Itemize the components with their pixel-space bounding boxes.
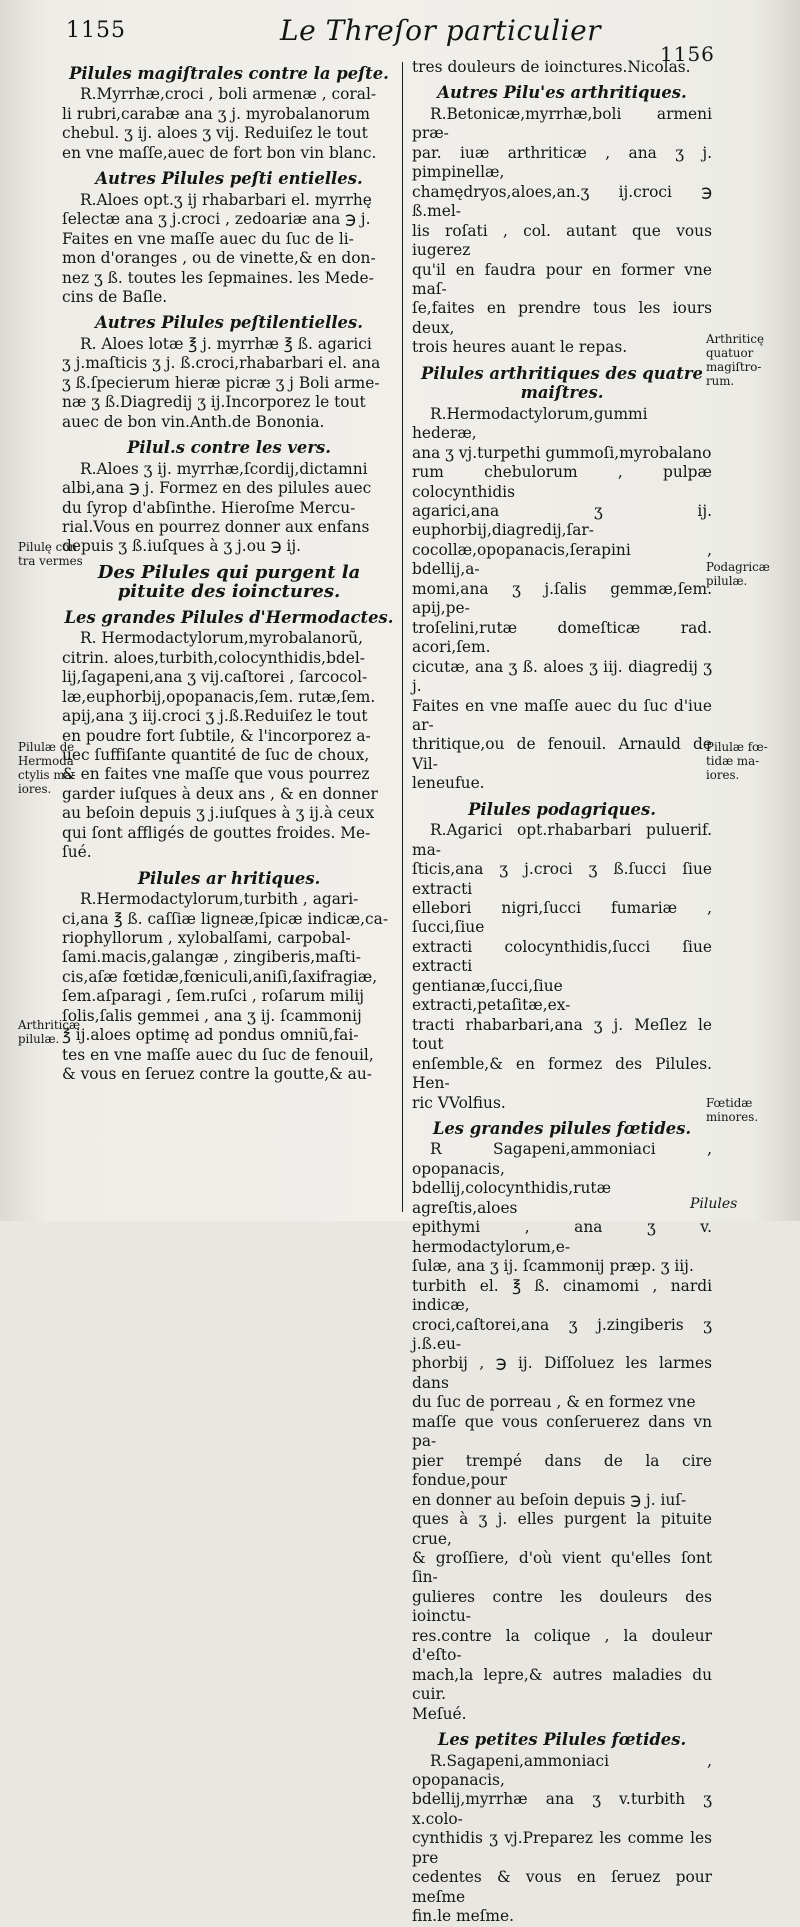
text-line: phorbij , ℈ ij. Diſſoluez les larmes dans (412, 1354, 712, 1392)
text-line: li rubri,carabæ ana ʒ j. myrobalanorum (62, 104, 370, 123)
text-line: ʒ j.maſticis ʒ j. ß.croci,rhabarbari el. ana (62, 354, 381, 373)
text-line: ℥ ij.aloes optimę ad pondus omniũ,fai- (62, 1026, 359, 1045)
text-line: ellebori nigri,ſucci fumariæ , ſucci,ſiue (412, 899, 712, 937)
section-heading: Des Pilules qui purgent la pituite des ioinctures. (97, 561, 361, 603)
text-line: ſticis,ana ʒ j.croci ʒ ß.ſucci ſiue extracti (412, 860, 712, 898)
right-column (412, 58, 712, 1927)
text-line: & groſſiere, d'où vient qu'elles ſont ſin- (412, 1548, 712, 1587)
text-line: R.Aloes ʒ ij. myrrhæ,ſcordij,dictamni (80, 459, 368, 478)
text-line: tes en vne maſſe auec du ſuc de fenouil, (62, 1045, 374, 1064)
text-line: & vous en ſeruez contre la goutte,& au- (62, 1065, 372, 1084)
text-line: au beſoin depuis ʒ j.iuſques à ʒ ij.à ceux (62, 804, 375, 823)
text-line: Faites en vne maſſe auec du ſuc d'iue ar- (412, 696, 712, 734)
text-line: Meſué. (412, 1704, 467, 1723)
text-line: nez ʒ ß. toutes les ſepmaines. les Mede- (62, 268, 374, 287)
recipe-paragraph (62, 191, 396, 308)
text-line: R. Aloes lotæ ℥ j. myrrhæ ℥ ß. agarici (80, 334, 372, 353)
text-line: bdellij,myrrhæ ana ʒ v.turbith ʒ x.colo- (412, 1790, 712, 1828)
section-heading: Les grandes pilules fœtides. (432, 1119, 692, 1139)
text-line: en poudre fort ſubtile, & l'incorporez a- (62, 726, 371, 745)
text-line: trois heures auant le repas. (412, 338, 628, 357)
section-heading: Les petites Pilules fœtides. (437, 1730, 687, 1750)
text-line: leneufue. (412, 774, 485, 793)
text-line: citrin. aloes,turbith,colocynthidis,bdel- (62, 648, 366, 667)
section-heading: Pilules arthritiques des quatre maiſtres. (421, 363, 703, 403)
text-line: maſſe que vous conſeruerez dans vn pa- (412, 1412, 712, 1451)
section-heading: Pilules magiſtrales contre la peſte. (69, 64, 389, 83)
text-line: læ,euphorbij,opopanacis,ſem. rutæ,ſem. (62, 687, 376, 706)
running-title: Le Threſor particulier (280, 14, 602, 47)
text-line: ſe,faites en prendre tous les iours deux, (412, 299, 712, 337)
margin-note-right-2: Podagricæ pilulæ. (706, 560, 770, 588)
text-line: enſemble,& en formez des Pilules. Hen- (412, 1054, 712, 1093)
text-line: cis,aſæ fœtidæ,fœniculi,aniſi,ſaxifragiæ, (62, 967, 378, 986)
recipe-paragraph (62, 460, 396, 557)
recipe-paragraph (412, 105, 712, 358)
text-line: tracti rhabarbari,ana ʒ j. Meſlez le tout (412, 1015, 712, 1054)
recipe-paragraph (412, 1140, 712, 1724)
recipe-paragraph (62, 85, 396, 163)
text-line: bdellij,colocynthidis,rutæ agreſtis,aloes (412, 1179, 612, 1217)
margin-note-left-1: Pilulę con tra vermes (18, 540, 83, 568)
section-heading: Autres Pilules peſtilentielles. (95, 313, 363, 333)
text-line: ʒ ß.ſpecierum hieræ picræ ʒ j Boli arme- (62, 373, 380, 392)
text-line: næ ʒ ß.Diagredij ʒ ij.Incorporez le tout (62, 393, 366, 412)
text-line: lij,ſagapeni,ana ʒ vij.caſtorei , ſarcocol- (62, 668, 368, 687)
text-line: R Sagapeni,ammoniaci , opopanacis, (412, 1140, 712, 1178)
text-line: croci,caſtorei,ana ʒ j.zingiberis ʒ j.ß.eu- (412, 1315, 712, 1353)
text-line: ſulæ, ana ʒ ij. ſcammonij præp. ʒ iij. (412, 1257, 694, 1276)
section-heading: Autres Pilules peſti entielles. (95, 169, 363, 189)
text-line: auec de bon vin.Anth.de Bononia. (62, 412, 325, 431)
text-line: lis roſati , col. autant que vous iugerez (412, 221, 712, 260)
text-line: apij,ana ʒ iij.croci ʒ j.ß.Reduiſez le tout (62, 707, 368, 726)
text-line: uec ſuffiſante quantité de ſuc de choux, (62, 745, 370, 764)
text-line: extracti colocynthidis,ſucci ſiue extracti (412, 937, 712, 976)
text-line: riophyllorum , xylobalſami, carpobal- (62, 929, 351, 948)
text-line: R.Hermodactylorum,gummi hederæ, (412, 404, 648, 443)
recipe-paragraph (62, 629, 396, 862)
text-line: cynthidis ʒ vj.Preparez les comme les pre (412, 1829, 712, 1867)
text-line: mach,la lepre,& autres maladies du cuir. (412, 1665, 712, 1704)
text-line: ana ʒ vj.turpethi gummoſi,myrobalano (412, 443, 712, 462)
text-line: R.Myrrhæ,croci , boli armenæ , coral- (80, 85, 377, 104)
text-line: R. Hermodactylorum,myrobalanorũ, (80, 629, 363, 648)
left-column (62, 58, 396, 1085)
margin-note-right-3: Pilulæ fœ- tidæ ma- iores. (706, 740, 768, 782)
text-line: ques à ʒ j. elles purgent la pituite crue, (412, 1510, 712, 1548)
text-line: qui ſont affligés de gouttes froides. Me- (62, 823, 371, 842)
section-heading: Autres Pilu'es arthritiques. (437, 83, 687, 103)
section-heading: Pilules podagriques. (468, 799, 656, 819)
text-line: & en faites vne maſſe que vous pourrez (62, 765, 370, 784)
text-line: garder iuſques à deux ans , & en donner (62, 784, 378, 803)
text-line: pier trempé dans de la cire fondue,pour (412, 1451, 712, 1490)
text-line: epithymi , ana ʒ v. hermodactylorum,e- (412, 1218, 712, 1256)
text-line: cedentes & vous en ſeruez pour meſme (412, 1868, 712, 1906)
column-divider (402, 62, 403, 1212)
recipe-paragraph (412, 405, 712, 794)
text-line: agarici,ana ʒ ij. euphorbij,diagredij,ſar- (412, 501, 712, 540)
text-line: thritique,ou de fenouil. Arnauld de Vil- (412, 735, 712, 773)
section-heading: Pilules ar hritiques. (137, 868, 321, 888)
text-line: mon d'oranges , ou de vinette,& en don- (62, 249, 376, 268)
text-line: R.Agarici opt.rhabarbari puluerif. ma- (412, 821, 712, 859)
text-line: rum chebulorum , pulpæ colocynthidis (412, 463, 712, 501)
section-heading: Les grandes Pilules d'Hermodactes. (64, 607, 394, 627)
text-line: tres douleurs de ioinctures.Nicolas. (412, 58, 691, 76)
text-line: fin.le meſme. (412, 1907, 514, 1926)
text-line: Faites en vne maſſe auec du ſuc de li- (62, 229, 354, 248)
recipe-paragraph (412, 58, 712, 77)
text-line: chamędryos,aloes,an.ʒ ij.croci ℈ ß.mel- (412, 182, 712, 221)
text-line: ſem.aſparagi , ſem.ruſci , roſarum milij (62, 987, 365, 1006)
text-line: cicutæ, ana ʒ ß. aloes ʒ iij. diagredij ʒ j. (412, 657, 712, 696)
margin-note-right-1: Arthriticę quatuor magiſtro- rum. (706, 332, 765, 388)
text-line: gentianæ,ſucci,ſiue extracti,petaſitæ,ex- (412, 976, 571, 1015)
recipe-paragraph (412, 821, 712, 1113)
text-line: chebul. ʒ ij. aloes ʒ vij. Reduiſez le tout (62, 124, 368, 143)
text-line: R.Aloes opt.ʒ ij rhabarbari el. myrrhę (80, 190, 372, 209)
page-number-left: 1155 (66, 18, 126, 43)
text-line: cocollæ,opopanacis,ſerapini , bdellij,a- (412, 540, 712, 579)
text-line: gulieres contre les douleurs des ioinctu- (412, 1587, 712, 1626)
catchword: Pilules (690, 1196, 738, 1212)
text-line: cins de Baſle. (62, 287, 168, 306)
text-line: R.Betonicæ,myrrhæ,boli armeni præ- (412, 104, 712, 143)
text-line: ci,ana ℥ ß. caſſiæ ligneæ,ſpicæ indicæ,ca- (62, 909, 389, 928)
text-line: turbith el. ℥ ß. cinamomi , nardi indicæ, (412, 1276, 712, 1315)
text-line: en vne maſſe,auec de fort bon vin blanc. (62, 143, 377, 162)
text-line: res.contre la colique , la douleur d'eſto- (412, 1626, 712, 1665)
text-line: ric VVolfius. (412, 1093, 506, 1112)
text-line: par. iuæ arthriticæ , ana ʒ j. pimpinellæ, (412, 143, 712, 182)
text-line: depuis ʒ ß.iuſques à ʒ j.ou ℈ ij. (62, 537, 301, 556)
text-line: ſami.macis,galangæ , zingiberis,maſti- (62, 948, 361, 967)
text-line: ſolis,ſalis gemmei , ana ʒ ij. ſcammonij (62, 1006, 362, 1025)
text-line: du ſuc de porreau , & en formez vne (412, 1393, 696, 1412)
text-line: en donner au beſoin depuis ℈ j. iuſ- (412, 1490, 687, 1509)
margin-note-left-2: Pilulæ de Hermoda ctylis ma- iores. (18, 740, 76, 796)
text-line: troſelini,rutæ domeſticæ rad. acori,ſem. (412, 618, 712, 657)
section-heading: Pilul.s contre les vers. (127, 438, 331, 458)
text-line: albi,ana ℈ j. Formez en des pilules auec (62, 479, 372, 498)
margin-note-left-3: Arthriticæ pilulæ. (18, 1018, 81, 1046)
text-line: qu'il en faudra pour en former vne maſ- (412, 260, 712, 298)
recipe-paragraph (62, 890, 396, 1085)
text-line: du ſyrop d'abſinthe. Hieroſme Mercu- (62, 498, 356, 517)
text-line: ſué. (62, 843, 92, 862)
text-line: ſelectæ ana ʒ j.croci , zedoariæ ana ℈ j. (62, 210, 371, 229)
text-line: rial.Vous en pourrez donner aux enfans (62, 517, 370, 536)
page-number-right: 1156 (660, 42, 715, 66)
text-line: momi,ana ʒ j.ſalis gemmæ,ſem. apij,pe- (412, 579, 712, 618)
text-line: R.Sagapeni,ammoniaci , opopanacis, (412, 1751, 712, 1789)
recipe-paragraph (412, 1752, 712, 1927)
recipe-paragraph (62, 335, 396, 432)
text-line: R.Hermodactylorum,turbith , agari- (80, 890, 359, 909)
margin-note-right-4: Fœtidæ minores. (706, 1096, 759, 1124)
